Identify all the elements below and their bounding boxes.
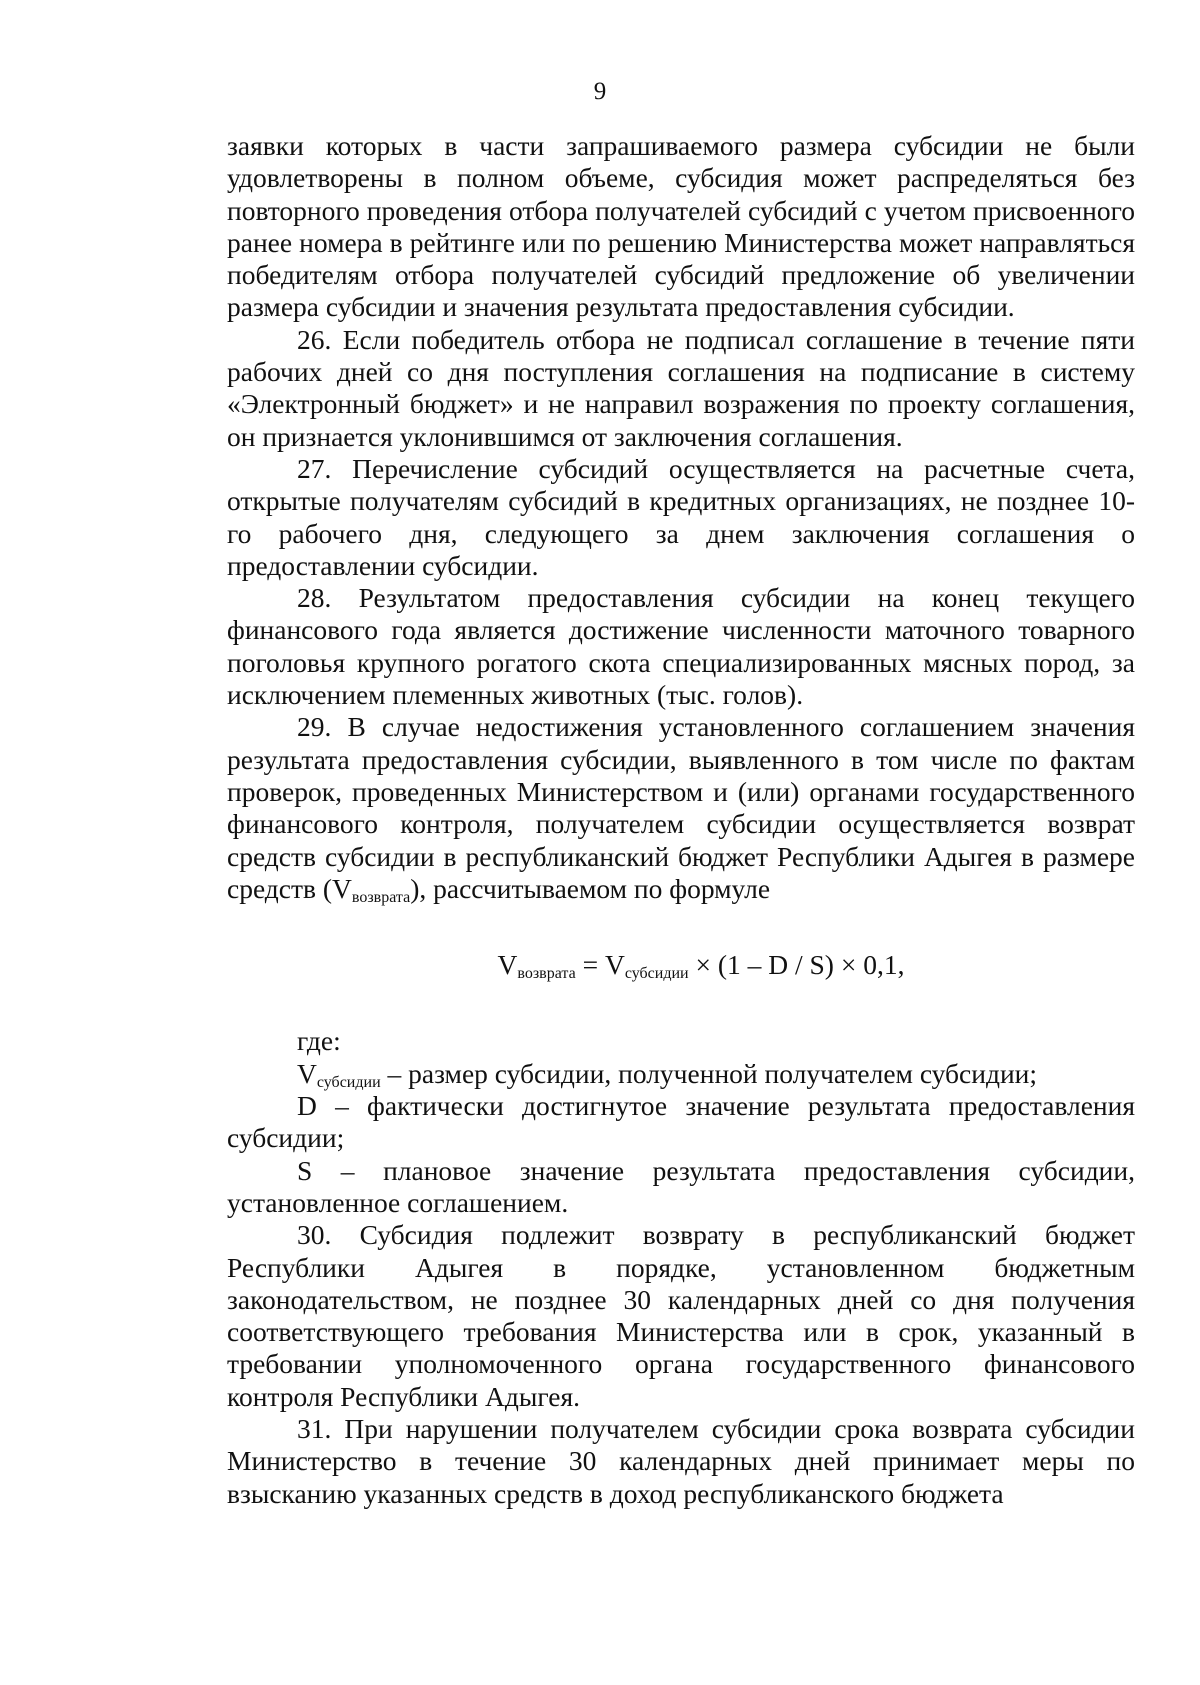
formula-v-subsidy-subscript: субсидии	[624, 965, 689, 983]
definition-v-subscript: субсидии	[316, 1073, 381, 1091]
formula-v-return-subscript: возврата	[517, 965, 576, 983]
paragraph-27: 27. Перечисление субсидий осуществляется на расчетные счета, открытые получателям субсидий в кредитных организациях, не позднее 10-го рабочего дня, следующего за днем заключения соглашения о предоставлении субсидии.	[227, 452, 1135, 581]
paragraph-28: 28. Результатом предоставления субсидии на конец текущего финансового года является достижение численности маточного товарного поголовья крупного рогатого скота специализированных мясных пород, за исключением племенных животных (тыс. голов).	[227, 582, 1135, 711]
where-label: где:	[297, 1025, 341, 1057]
formula-rest: × (1 – D / S) × 0,1,	[688, 949, 905, 981]
return-formula	[227, 949, 1135, 981]
paragraph-29	[227, 711, 1135, 905]
paragraph-29-text-after: ), рассчитываемом по формуле	[410, 872, 771, 904]
definition-v-text: – размер субсидии, полученной получателем субсидии;	[380, 1057, 1038, 1089]
formula-equals-v: = V	[575, 949, 625, 981]
paragraph-31: 31. При нарушении получателем субсидии срока возврата субсидии Министерство в течение 30 календарных дней принимает меры по взысканию указанных средств в доход республиканского бюджета	[227, 1412, 1135, 1509]
paragraph-25-continuation: заявки которых в части запрашиваемого размера субсидии не были удовлетворены в полном объеме, субсидия может распределяться без повторного проведения отбора получателей субсидий с учетом присвоенного ранее номера в рейтинге или по решению Министерства может направляться победителям отбора получателей субсидий предложение об увеличении размера субсидии и значения результата предоставления субсидии.	[227, 130, 1135, 323]
document-body	[227, 130, 1135, 1510]
formula-v-return: V	[497, 949, 518, 981]
paragraph-29-subscript: возврата	[351, 888, 411, 906]
definition-v-letter: V	[297, 1057, 317, 1089]
page-number: 9	[593, 78, 607, 105]
paragraph-26: 26. Если победитель отбора не подписал соглашение в течение пяти рабочих дней со дня поступления соглашения на подписание в систему «Электронный бюджет» и не направил возражения по проекту соглашения, он признается уклонившимся от заключения соглашения.	[227, 323, 1135, 452]
definition-s: S – плановое значение результата предоставления субсидии, установленное соглашением.	[227, 1154, 1135, 1218]
paragraph-30: 30. Субсидия подлежит возврату в республиканский бюджет Республики Адыгея в порядке, установленном бюджетным законодательством, не позднее 30 календарных дней со дня получения соответствующего требования Министерства или в срок, указанный в требовании уполномоченного органа государственного финансового контроля Республики Адыгея.	[227, 1219, 1135, 1412]
paragraph-29-text-before: 29. В случае недостижения установленного соглашением значения результата предоставления субсидии, выявленного в том числе по фактам проверок, проведенных Министерством и (или) органами государственного финансового контроля, получателем субсидии осуществляется возврат средств субсидии в республиканский бюджет Республики Адыгея в размере средств (V	[227, 711, 1135, 904]
definition-v-subsidy	[227, 1058, 1135, 1090]
definition-d: D – фактически достигнутое значение результата предоставления субсидии;	[227, 1090, 1135, 1154]
